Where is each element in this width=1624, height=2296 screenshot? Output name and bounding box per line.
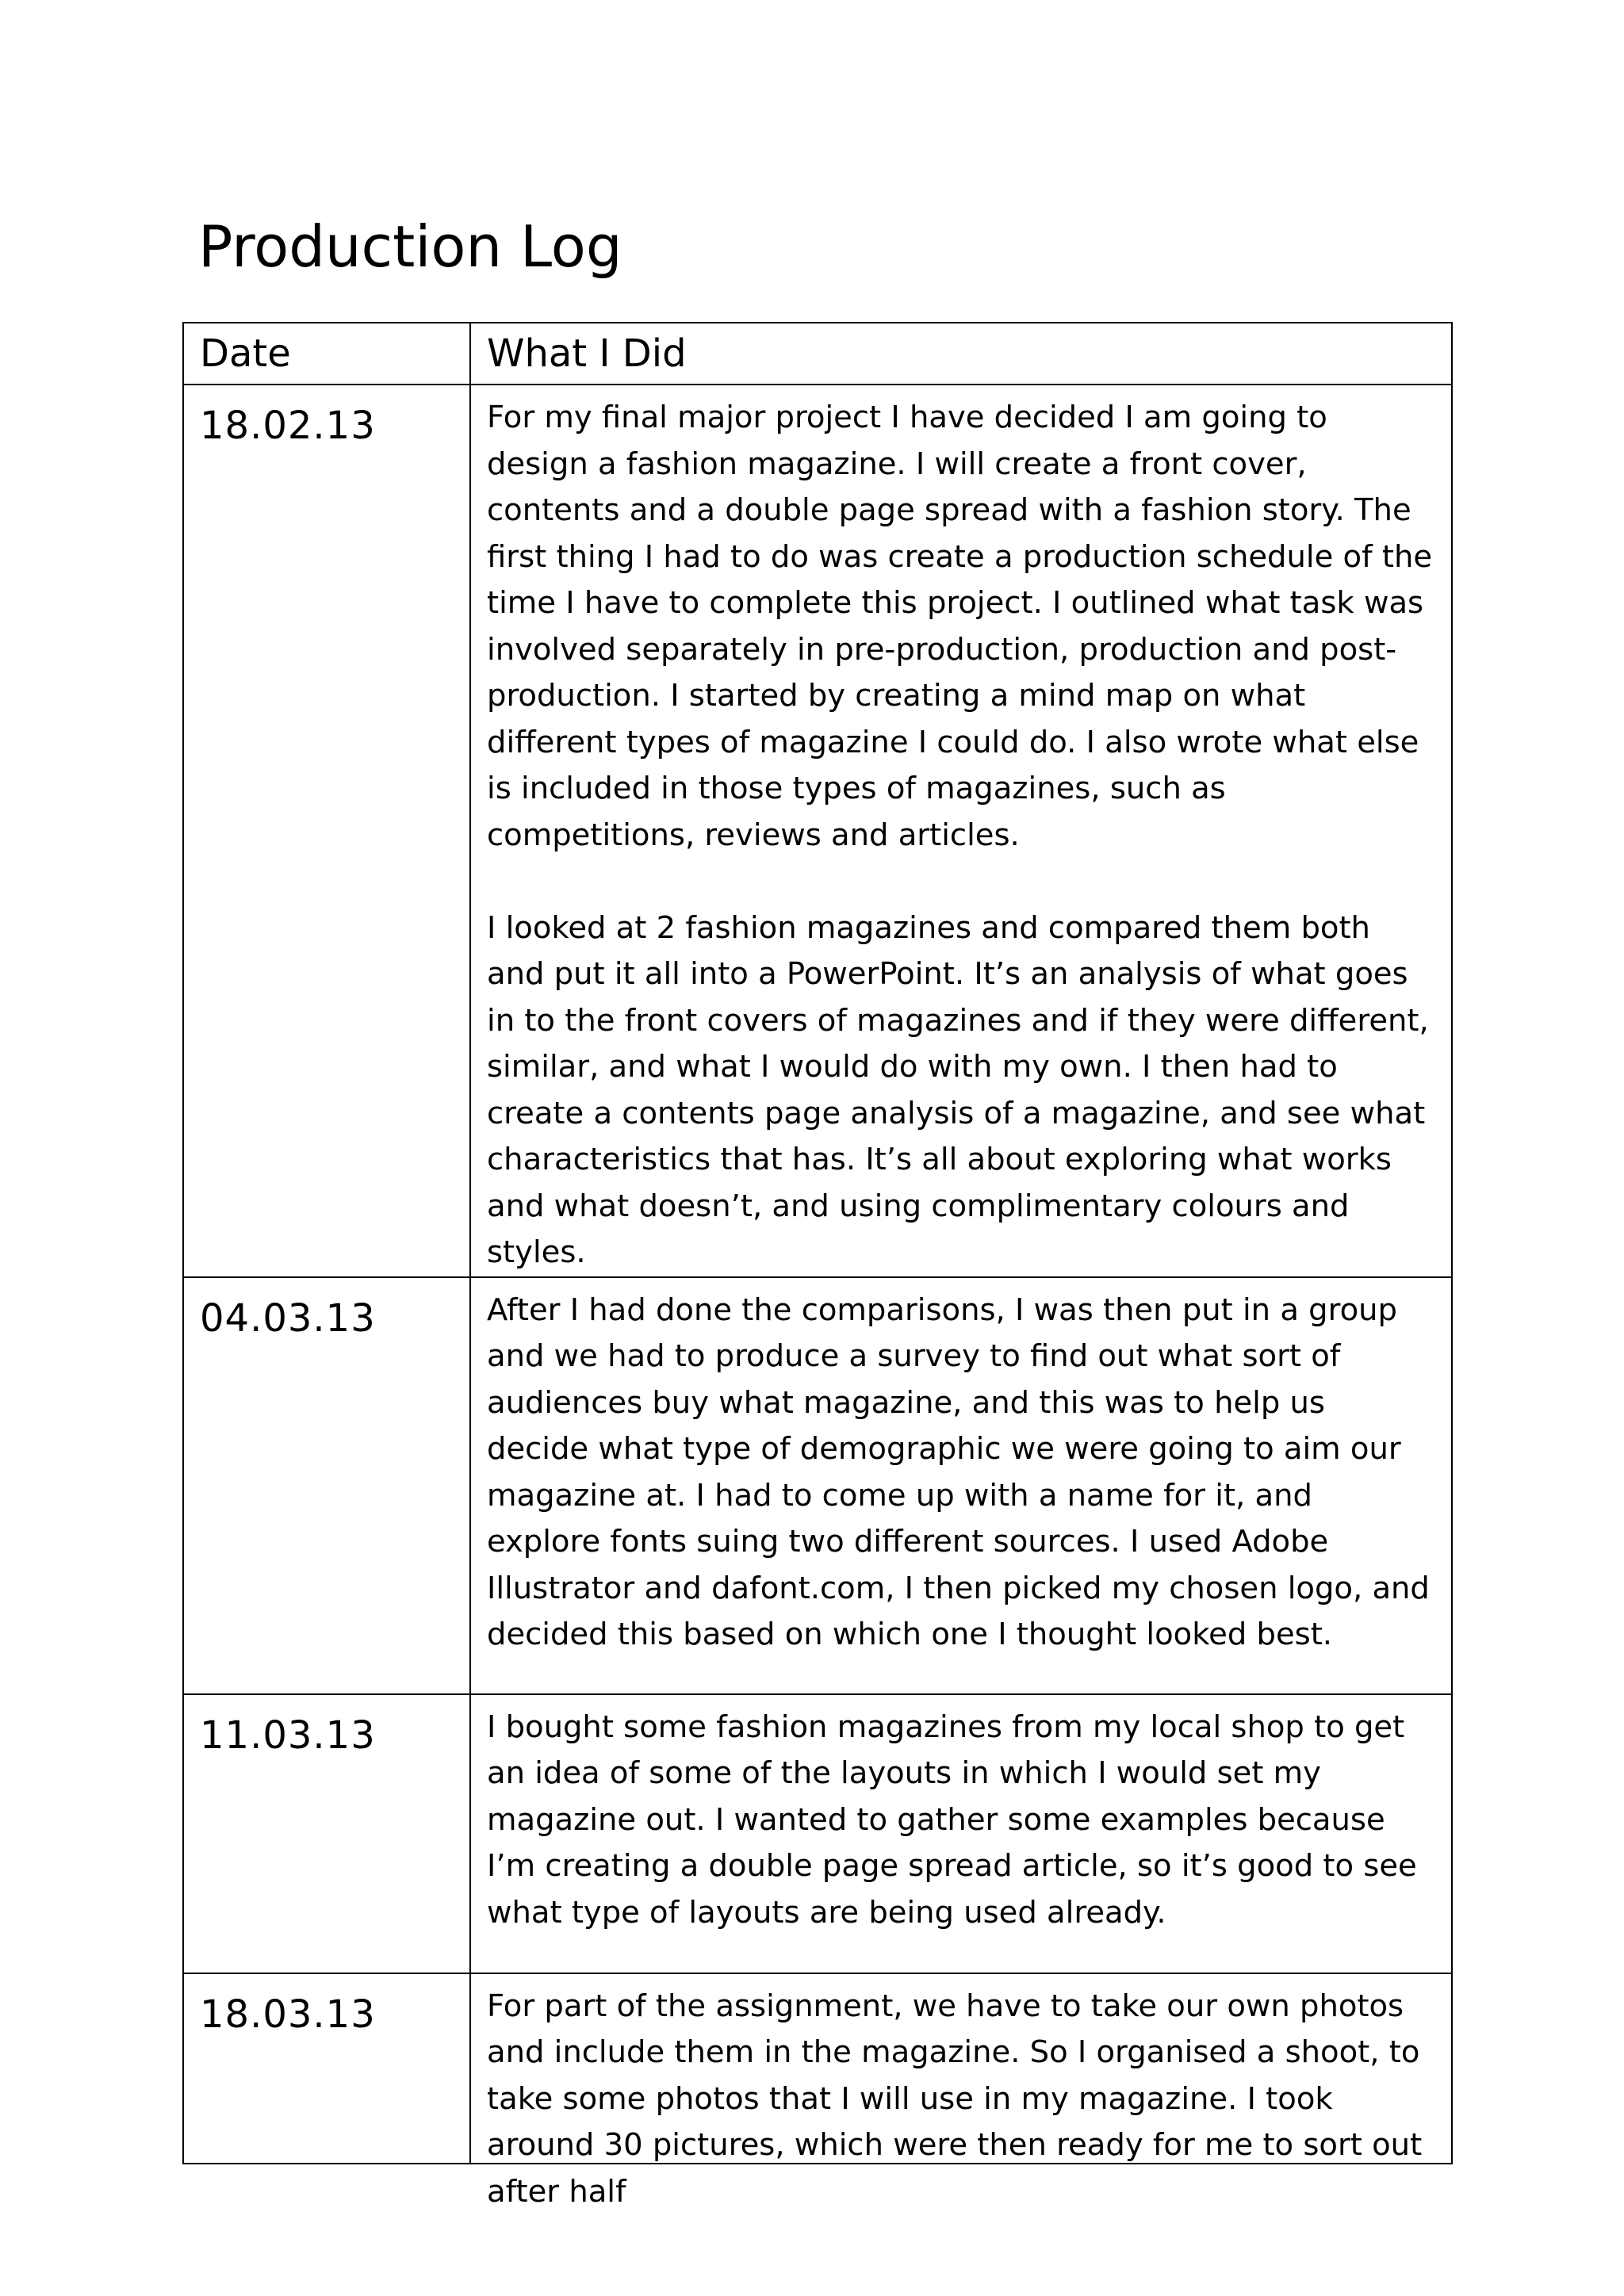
table-header-row [183, 323, 1452, 385]
entry-paragraph: For part of the assignment, we have to take our own photos and include them in the magazine. So I organised a shoot, to take some photos that I will use in my magazine. I took around 30 pictures, which were then ready for me to sort out after half [487, 1988, 1423, 2210]
entry-date: 18.03.13 [200, 1992, 376, 2037]
production-log-table [182, 322, 1453, 2210]
entry-paragraph: I bought some fashion magazines from my local shop to get an idea of some of the layouts in which I would set my magazine out. I wanted to gather some examples because I’m creating a double page spread article, so it’s good to see what type of layouts are being used already. [487, 1709, 1417, 1931]
entry-paragraph: I looked at 2 fashion magazines and compared them both and put it all into a PowerPoint. It’s an analysis of what goes in to the front covers of magazines and if they were different, similar, and what I would do with my own. I then had to create a contents page analysis of a magazine, and see what characteristics that has. It’s all about exploring what works and what doesn’t, and using complimentary colours and styles. [487, 909, 1429, 1270]
date-header-label: Date [200, 331, 291, 376]
table-row [183, 385, 1452, 1277]
page-title: Production Log [198, 213, 622, 280]
what-header-label: What I Did [487, 331, 687, 376]
date-cell [183, 1694, 470, 1973]
entry-cell [470, 1277, 1452, 1694]
entry-body [471, 1695, 1451, 1937]
entry-body [471, 385, 1451, 1276]
table-row [183, 1694, 1452, 1973]
date-column-header [183, 323, 470, 385]
entry-paragraph: For my final major project I have decided I am going to design a fashion magazine. I will create a front cover, contents and a double page spread with a fashion story. The first thing I had to do was create a production schedule of the time I have to complete this project. I outlined what task was involved separately in pre-production, production and post-production. I started by creating a mind map on what different types of magazine I could do. I also wrote what else is included in those types of magazines, such as competitions, reviews and articles. [487, 400, 1433, 853]
entry-body [471, 1278, 1451, 1659]
date-cell [183, 385, 470, 1277]
what-column-header [470, 323, 1452, 385]
entry-cell [470, 385, 1452, 1277]
entry-paragraph: After I had done the comparisons, I was then put in a group and we had to produce a survey to find out what sort of audiences buy what magazine, and this was to help us decide what type of demographic we were going to aim our magazine at. I had to come up with a name for it, and explore fonts suing two different sources. I used Adobe Illustrator and dafont.com, I then picked my chosen logo, and decided this based on which one I thought looked best. [487, 1292, 1430, 1652]
date-cell [183, 1973, 470, 2164]
table-row [183, 1277, 1452, 1694]
entry-date: 04.03.13 [200, 1295, 376, 1341]
entry-date: 11.03.13 [200, 1712, 376, 1758]
entry-cell [470, 1973, 1452, 2210]
entry-cell [470, 1694, 1452, 1973]
entry-date: 18.02.13 [200, 404, 376, 448]
date-cell [183, 1277, 470, 1694]
table-row [183, 1973, 1452, 2164]
entry-body [471, 1974, 1451, 2210]
